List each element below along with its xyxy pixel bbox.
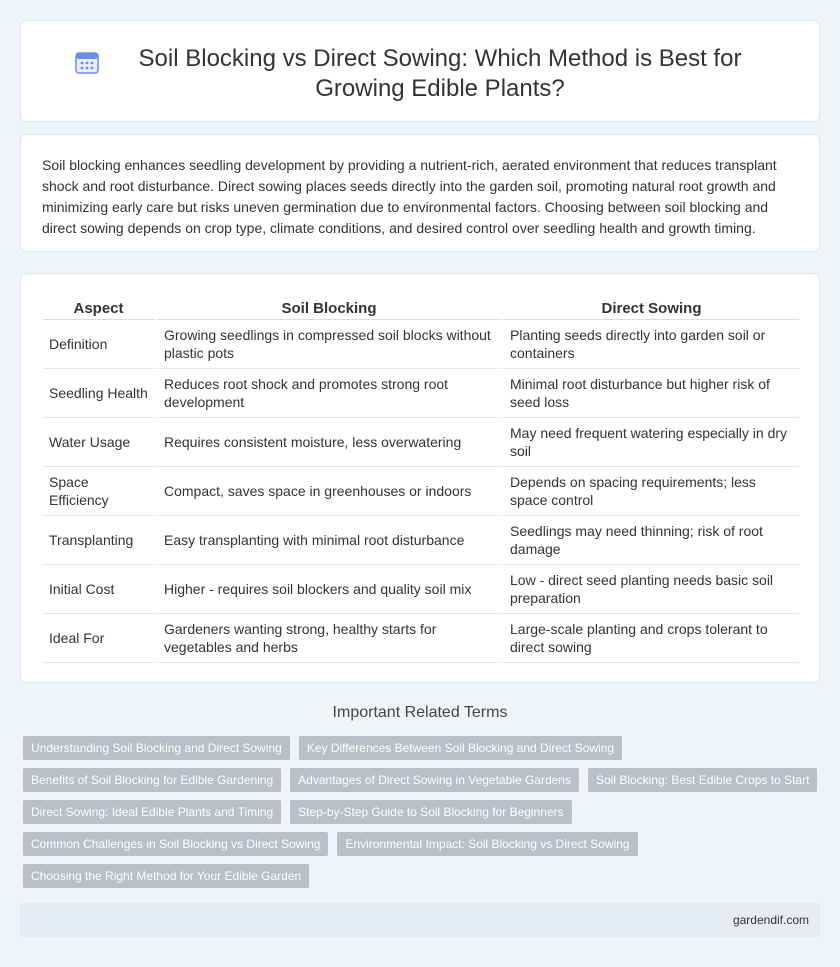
tag-row	[23, 768, 823, 792]
related-term-tag[interactable]: Benefits of Soil Blocking for Edible Gardening	[23, 768, 281, 792]
row-direct-sowing: Large-scale planting and crops tolerant to direct sowing	[500, 614, 799, 663]
related-term-tag[interactable]: Environmental Impact: Soil Blocking vs Direct Sowing	[337, 832, 637, 856]
table-header-row	[43, 292, 799, 320]
row-aspect: Space Efficiency	[43, 467, 154, 516]
row-soil-blocking: Requires consistent moisture, less overwatering	[154, 418, 500, 467]
row-soil-blocking: Higher - requires soil blockers and quality soil mix	[154, 565, 500, 614]
row-aspect: Initial Cost	[43, 565, 154, 614]
title-wrap	[51, 44, 789, 104]
related-term-tag[interactable]: Understanding Soil Blocking and Direct Sowing	[23, 736, 290, 760]
tag-row	[23, 736, 823, 760]
tag-row	[23, 832, 823, 856]
related-term-tag[interactable]: Step-by-Step Guide to Soil Blocking for Beginners	[290, 800, 571, 824]
table-row	[43, 614, 799, 663]
header-direct-sowing: Direct Sowing	[500, 292, 799, 320]
table-row	[43, 320, 799, 369]
comparison-card	[20, 273, 820, 683]
related-term-tag[interactable]: Soil Blocking: Best Edible Crops to Start	[588, 768, 817, 792]
related-terms-title: Important Related Terms	[332, 704, 508, 721]
header-soil-blocking: Soil Blocking	[154, 292, 500, 320]
row-soil-blocking: Easy transplanting with minimal root disturbance	[154, 516, 500, 565]
table-row	[43, 516, 799, 565]
table-row	[43, 467, 799, 516]
row-soil-blocking: Reduces root shock and promotes strong root development	[154, 369, 500, 418]
related-term-tag[interactable]: Key Differences Between Soil Blocking and Direct Sowing	[299, 736, 622, 760]
header-card	[20, 20, 820, 122]
footer	[20, 903, 820, 937]
page-title: Soil Blocking vs Direct Sowing: Which Method is Best for Growing Edible Plants?	[138, 45, 742, 102]
row-direct-sowing: Depends on spacing requirements; less space control	[500, 467, 799, 516]
row-direct-sowing: Minimal root disturbance but higher risk of seed loss	[500, 369, 799, 418]
related-term-tag[interactable]: Advantages of Direct Sowing in Vegetable Gardens	[290, 768, 579, 792]
intro-paragraph: Soil blocking enhances seedling development by providing a nutrient-rich, aerated environment that reduces transplant shock and root disturbance. Direct sowing places seeds directly into the garden soil, promoting natural root growth and minimizing early care but risks uneven germination due to environmental factors. Choosing between soil blocking and direct sowing depends on crop type, climate conditions, and desired control over seedling health and growth timing.	[42, 157, 777, 236]
tag-row	[23, 864, 823, 888]
row-direct-sowing: Seedlings may need thinning; risk of root damage	[500, 516, 799, 565]
related-term-tag[interactable]: Common Challenges in Soil Blocking vs Direct Sowing	[23, 832, 328, 856]
row-aspect: Seedling Health	[43, 369, 154, 418]
row-soil-blocking: Gardeners wanting strong, healthy starts for vegetables and herbs	[154, 614, 500, 663]
related-term-tag[interactable]: Direct Sowing: Ideal Edible Plants and Timing	[23, 800, 281, 824]
table-row	[43, 418, 799, 467]
row-direct-sowing: Planting seeds directly into garden soil or containers	[500, 320, 799, 369]
row-direct-sowing: Low - direct seed planting needs basic soil preparation	[500, 565, 799, 614]
row-aspect: Definition	[43, 320, 154, 369]
table-row	[43, 565, 799, 614]
row-soil-blocking: Compact, saves space in greenhouses or indoors	[154, 467, 500, 516]
calendar-icon	[73, 48, 101, 76]
related-term-tag[interactable]: Choosing the Right Method for Your Edible Garden	[23, 864, 309, 888]
comparison-table	[43, 292, 799, 663]
header-aspect: Aspect	[43, 292, 154, 320]
row-soil-blocking: Growing seedlings in compressed soil blocks without plastic pots	[154, 320, 500, 369]
row-aspect: Ideal For	[43, 614, 154, 663]
tag-row	[23, 800, 823, 824]
intro-card	[20, 134, 820, 252]
footer-site-link[interactable]: gardendif.com	[732, 913, 809, 927]
row-direct-sowing: May need frequent watering especially in dry soil	[500, 418, 799, 467]
table-row	[43, 369, 799, 418]
row-aspect: Transplanting	[43, 516, 154, 565]
row-aspect: Water Usage	[43, 418, 154, 467]
related-terms-tags	[23, 736, 823, 896]
